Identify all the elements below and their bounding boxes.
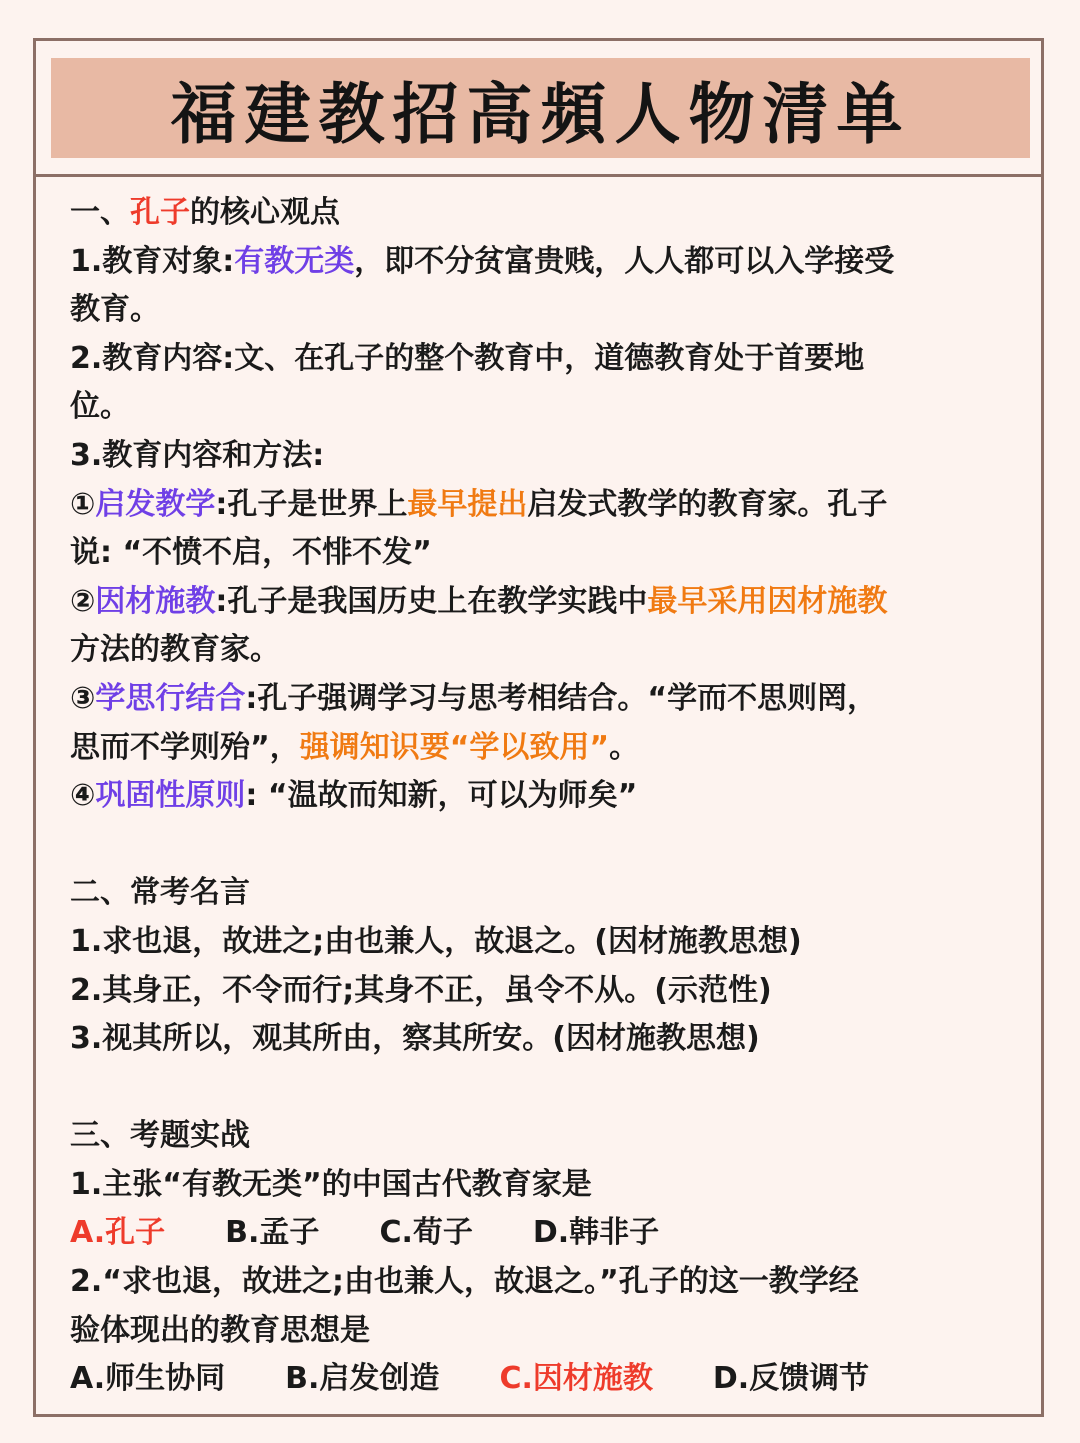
quote-1: 1.求也退，故进之;由也兼人，故退之。(因材施教思想) [70,923,802,959]
item-3-number: ③ [70,680,96,716]
item-3-highlight: 学思行结合 [95,680,246,716]
option-b: B.启发创造 [285,1361,440,1397]
item-3-cont-text: 思而不学则殆”， [70,729,300,765]
quote-3: 3.视其所以，观其所由，察其所安。(因材施教思想) [70,1021,760,1057]
question-2-options [70,1355,1000,1404]
quote-2: 2.其身正，不令而行;其身不正，虽令不从。(示范性) [70,972,772,1008]
item-4-highlight: 巩固性原则 [95,778,246,814]
title-banner [51,58,1030,158]
item-2-text: :孔子是我国历史上在教学实践中 [215,583,648,619]
option-c: C.荀子 [379,1215,473,1251]
item-1-number: ① [70,486,96,522]
item-4-text: : “温故而知新，可以为师矣” [245,778,638,814]
item-4-number: ④ [70,778,96,814]
option-d: D.韩非子 [532,1215,660,1251]
item-1-emphasis: 最早提出 [407,486,528,522]
item-3-text: :孔子强调学习与思考相结合。“学而不思则罔， [245,680,878,716]
page-title: 福建教招高頻人物清单 [170,75,911,153]
option-b: B.孟子 [225,1215,320,1251]
point-1-label: 1.教育对象: [70,243,235,279]
item-2-number: ② [70,583,96,619]
item-2-cont: 方法的教育家。 [70,632,280,668]
item-2-highlight: 因材施教 [95,583,216,619]
point-1-cont: 教育。 [70,292,160,328]
point-1-text: ，即不分贫富贵贱，人人都可以入学接受 [354,243,895,279]
question-2-cont: 验体现出的教育思想是 [70,1312,370,1348]
heading-name: 孔子 [130,195,190,230]
item-2 [70,578,1000,627]
item-3-cont [70,724,1000,773]
point-2-cont: 位。 [70,389,130,425]
item-3-emphasis: 强调知识要“学以致用” [299,729,610,765]
option-d: D.反馈调节 [712,1361,870,1397]
section-1-heading [70,189,1000,238]
content-frame [33,38,1044,1417]
option-c: C.因材施教 [499,1361,653,1397]
question-1: 1.主张“有教无类”的中国古代教育家是 [70,1166,592,1202]
item-3 [70,675,1000,724]
point-2: 2.教育内容:文、在孔子的整个教育中，道德教育处于首要地 [70,340,865,376]
divider [36,174,1041,177]
item-3-cont-end: 。 [609,729,640,765]
heading-prefix: 一、 [70,195,130,230]
point-1 [70,238,1000,287]
section-2-heading: 二、常考名言 [70,875,250,911]
question-2: 2.“求也退，故进之;由也兼人，故退之。”孔子的这一教学经 [70,1264,859,1300]
section-3-heading: 三、考题实战 [70,1118,250,1154]
item-2-emphasis: 最早采用因材施教 [647,583,888,619]
option-a: A.孔子 [70,1215,166,1251]
item-4 [70,772,1000,821]
point-1-highlight: 有教无类 [234,243,355,279]
item-1-cont: 说: “不愤不启，不悱不发” [70,535,432,571]
item-1-text: :孔子是世界上 [215,486,408,522]
spacer [70,1064,1000,1113]
heading-suffix: 的核心观点 [190,195,340,230]
option-a: A.师生协同 [70,1361,226,1397]
item-1-text-end: 启发式教学的教育家。孔子 [527,486,888,522]
question-1-options [70,1209,1000,1258]
point-3: 3.教育内容和方法: [70,437,325,473]
spacer [70,821,1000,870]
item-1 [70,481,1000,530]
item-1-highlight: 启发教学 [95,486,216,522]
article-body [70,189,1000,1404]
